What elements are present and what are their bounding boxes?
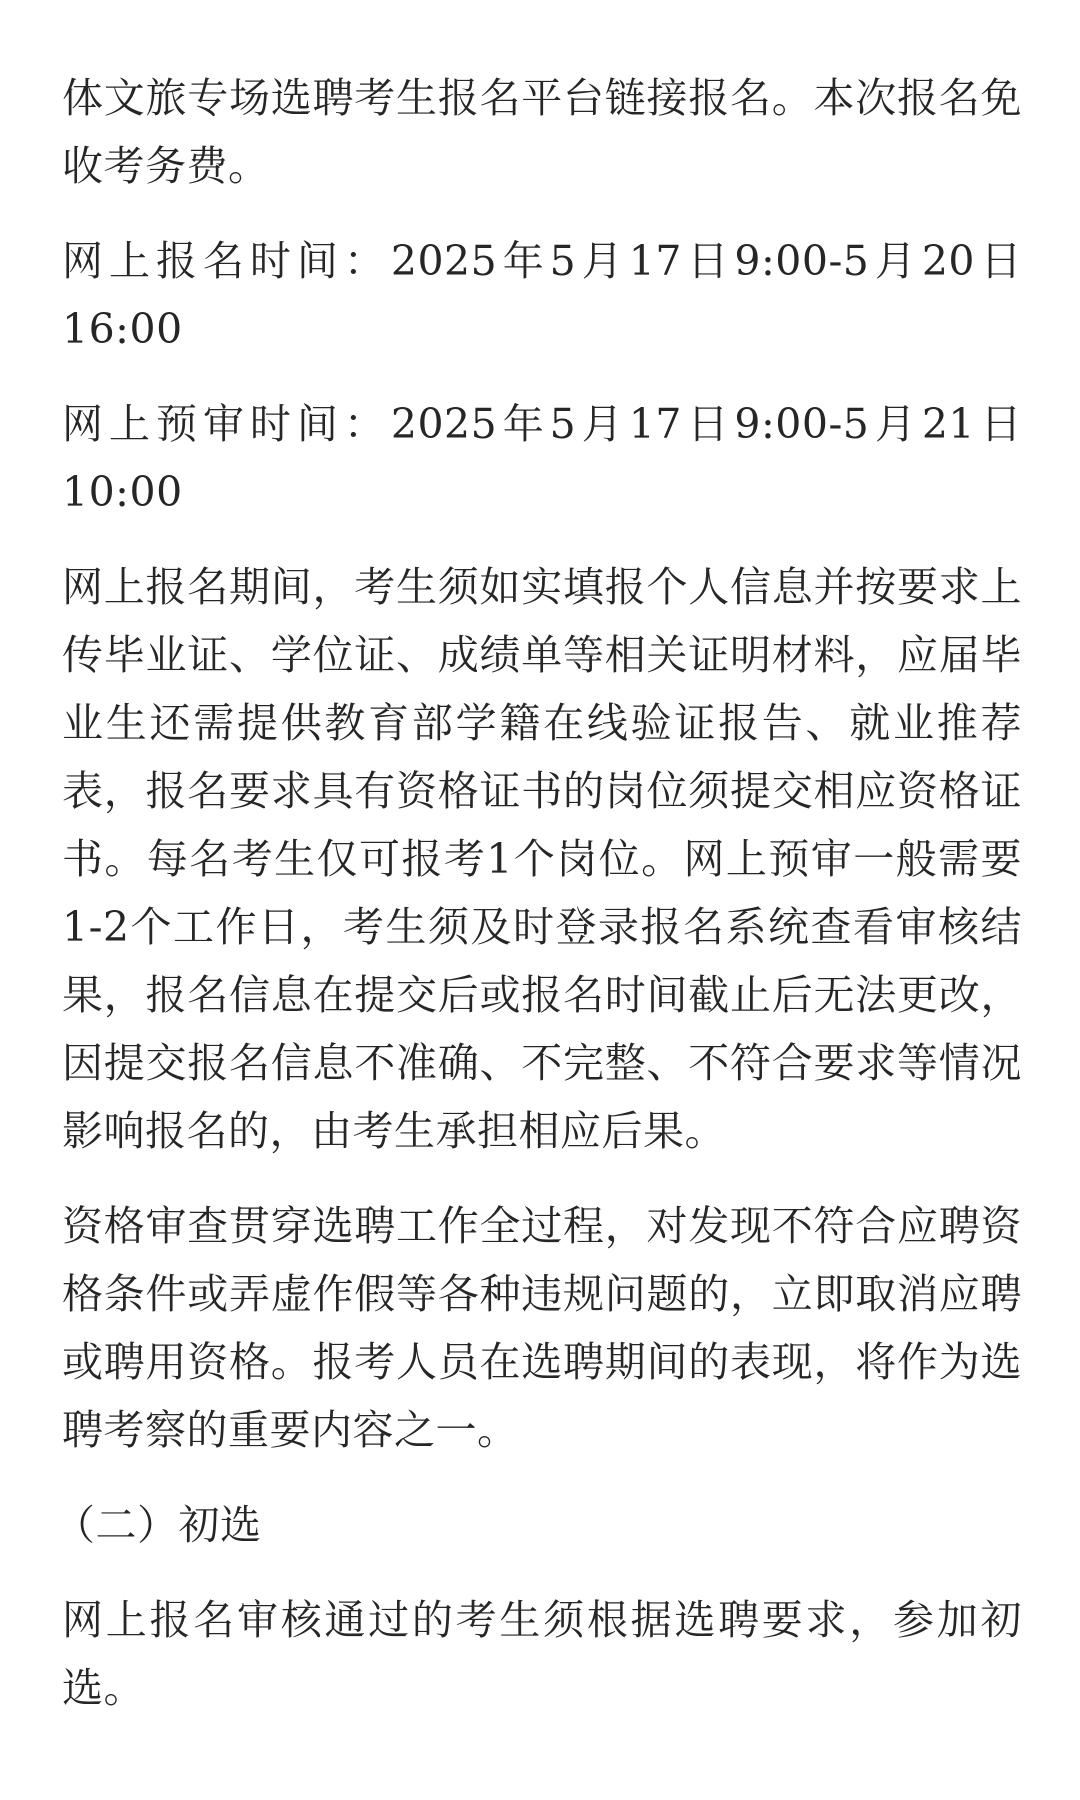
paragraph-registration-link: 体文旅专场选聘考生报名平台链接报名。本次报名免收考务费。 xyxy=(62,74,1022,190)
paragraph-preview-time: 网上预审时间：2025年5月17日9:00-5月21日10:00 xyxy=(62,400,1022,516)
article-body xyxy=(54,64,1022,1749)
paragraph-preliminary-selection: 网上报名审核通过的考生须根据选聘要求，参加初选。 xyxy=(62,1596,1022,1712)
section-heading-preliminary: （二）初选 xyxy=(54,1501,262,1549)
paragraph-registration-time: 网上报名时间：2025年5月17日9:00-5月20日16:00 xyxy=(62,237,1022,353)
paragraph-qualification-review: 资格审查贯穿选聘工作全过程，对发现不符合应聘资格条件或弄虚作假等各种违规问题的，立即取消应聘或聘用资格。报考人员在选聘期间的表现，将作为选聘考察的重要内容之一。 xyxy=(62,1202,1022,1454)
paragraph-registration-requirements: 网上报名期间，考生须如实填报个人信息并按要求上传毕业证、学位证、成绩单等相关证明材料，应届毕业生还需提供教育部学籍在线验证报告、就业推荐表，报名要求具有资格证书的岗位须提交相应资格证书。每名考生仅可报考1个岗位。网上预审一般需要1-2个工作日，考生须及时登录报名系统查看审核结果，报名信息在提交后或报名时间截止后无法更改，因提交报名信息不准确、不完整、不符合要求等情况影响报名的，由考生承担相应后果。 xyxy=(62,563,1022,1155)
